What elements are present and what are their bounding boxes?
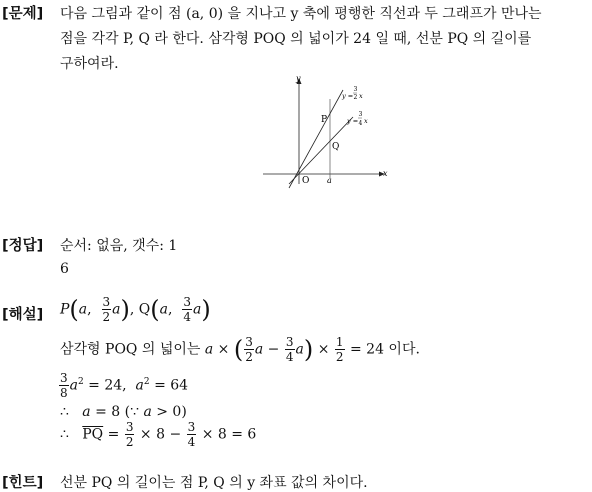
explanation-step-3: $\frac{3}{8}$ $a^2 = 24$, $a^2 = 64$ (60, 371, 189, 400)
svg-text:3: 3 (353, 86, 358, 93)
line-three-quarters-label (346, 111, 368, 127)
problem-tag: [문제] (2, 6, 44, 22)
line-three-halves (289, 90, 343, 188)
svg-text:y =: y = (347, 117, 359, 125)
origin-label: O (302, 176, 310, 186)
line-three-halves-label (341, 86, 363, 101)
q-label: Q (332, 142, 340, 152)
problem-line-3: 구하여라. (60, 56, 119, 72)
answer-order-text: 순서: 없음, 갯수: 1 (60, 238, 178, 254)
y-axis-label: y (296, 74, 301, 83)
step2-suffix: = 24 이다. (349, 341, 420, 358)
step2-prefix: 삼각형 POQ 의 넓이는 (60, 341, 201, 358)
answer-tag: [정답] (2, 238, 44, 254)
svg-text:x: x (364, 117, 368, 125)
a-label: a (327, 176, 332, 185)
svg-text:3: 3 (358, 111, 363, 118)
svg-text:4: 4 (358, 120, 363, 127)
explanation-step-5: ∴ $\overline{PQ}$ = $\frac{3}{2}$ × 8 − $\frac{3}{4}$ × 8 = 6 (60, 420, 257, 449)
problem-line-1: 다음 그림과 같이 점 (a, 0) 을 지나고 y 축에 평행한 직선과 두 그래프가 만나는 (60, 6, 542, 22)
svg-text:x: x (359, 92, 363, 100)
graph-figure (255, 72, 395, 197)
problem-line-2: 점을 각각 P, Q 라 한다. 삼각형 POQ 의 넓이가 24 일 때, 선분 PQ 의 길이를 (60, 31, 532, 47)
p-label: P (321, 115, 328, 125)
explanation-tag: [해설] (2, 307, 44, 323)
answer-value: 6 (60, 261, 69, 277)
svg-text:2: 2 (353, 94, 358, 101)
svg-text:y =: y = (342, 92, 354, 100)
explanation-step-2: 삼각형 POQ 의 넓이는 a × ( $\frac{3}{2}$ a − $\frac{3}{4}$ a) × $\frac{1}{2}$ = 24 이다. (60, 335, 420, 364)
hint-text: 선분 PQ 의 길이는 점 P, Q 의 y 좌표 값의 차이다. (60, 475, 368, 491)
explanation-step-1: P(a, $\frac{3}{2}$ a), Q(a, $\frac{3}{4}$ a) (60, 295, 211, 324)
hint-tag: [힌트] (2, 475, 44, 491)
x-axis-label: x (383, 169, 388, 178)
explanation-step-4: ∴ a = 8 (∵ a > 0) (60, 404, 187, 420)
